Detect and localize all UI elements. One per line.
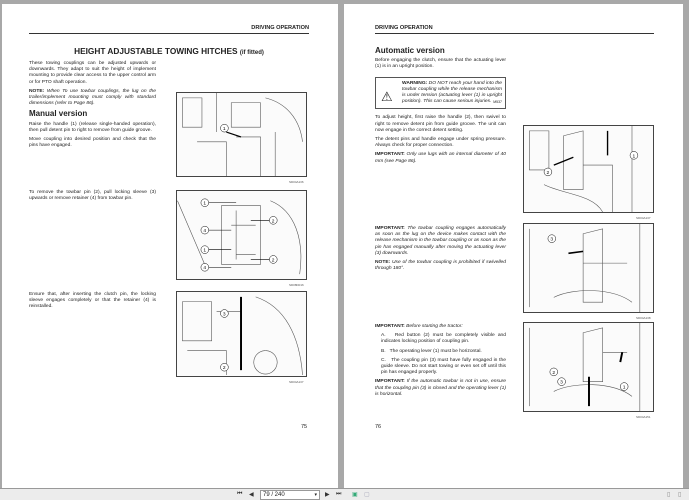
chevron-down-icon[interactable]: ▾ <box>314 492 317 498</box>
title-text: HEIGHT ADJUSTABLE TOWING HITCHES <box>74 46 238 56</box>
important-label: IMPORTANT: <box>375 379 405 385</box>
warning-label: WARNING: <box>402 80 428 86</box>
important-block <box>375 226 506 275</box>
checklist-block <box>375 324 506 401</box>
callout-2: 2 <box>271 258 275 264</box>
paragraph: Move coupling into desired position and check that the pins have engaged. <box>29 137 156 149</box>
callout-1: 1 <box>622 385 626 391</box>
right-page <box>344 4 683 488</box>
page-number: 75 <box>301 424 308 430</box>
paragraph: Ensure that, after inserting the clutch pin, the locking sleeve engages completely or that the retainer (4) is reinstalled. <box>29 292 156 310</box>
callout-3: 3 <box>560 380 563 386</box>
callout-3: 3 <box>550 237 554 243</box>
warning-code: M537 <box>493 100 502 105</box>
paragraph: The detent pins and handle engage under spring pressure. Always check for proper connection. <box>375 137 506 149</box>
first-page-icon[interactable]: ⏮ <box>237 491 243 497</box>
two-page-view-icon[interactable]: ▯ <box>678 492 682 498</box>
page-number-input[interactable] <box>260 490 320 500</box>
important-note <box>375 152 506 164</box>
warning-text: DO NOT reach your hand into the towbar coupling while the release mechanism is under tension (actuating lever (1) in upright position). This can cause serious injuries. <box>402 80 503 105</box>
paragraph: Raise the handle (1) (release single-handed operation), then pull detent pin to right to remove from guide groove. <box>29 121 156 133</box>
figure-caption: SD04A137 <box>636 216 651 220</box>
list-item <box>381 358 506 377</box>
last-page-icon[interactable]: ⏭ <box>336 491 342 497</box>
hitch-figure-3 <box>176 291 307 377</box>
right-text-column <box>375 44 506 168</box>
page-number: 76 <box>375 424 382 430</box>
page-header: DRIVING OPERATION <box>29 25 309 34</box>
page-title <box>29 46 309 56</box>
important-text: The towbar coupling engages automatically as soon as the lug on the device makes contact with the release mechanism in the towbar coupling or as soon as the pin has engaged manually after moving the actuating lever (3) downwards. <box>375 226 506 256</box>
important-label: IMPORTANT: <box>375 226 405 231</box>
note-label: NOTE: <box>29 88 45 94</box>
hitch-figure-4 <box>523 125 654 213</box>
viewer-toolbar <box>0 488 689 500</box>
callout-4: 4 <box>203 229 207 235</box>
figure-caption: SD08D016 <box>289 283 304 287</box>
important-text: Before starting the tractor: <box>406 324 463 329</box>
note-label: NOTE: <box>375 260 391 266</box>
note <box>29 89 156 108</box>
list-key: B. <box>381 348 386 354</box>
note-text: When To use towbar couplings, the lug on the trailer/implement mounting must comply with standard dimensions (refer to Page 86). <box>29 88 156 107</box>
list-key: C. <box>381 357 386 363</box>
figure-caption: SD04A137 <box>289 380 304 384</box>
callout-4: 4 <box>203 266 207 272</box>
previous-page-icon[interactable]: ◀ <box>249 492 254 498</box>
list-key: A. <box>381 333 386 339</box>
figure-caption: SD04A136 <box>289 180 304 184</box>
export-page-icon[interactable]: ▣ <box>352 492 358 498</box>
hitch-figure-5 <box>523 223 654 313</box>
intro-text: These towing couplings can be adjusted upwards or downwards. They adapt to suit the height of implement mounting to provide clear access to the upper control arm or for PTO shaft operation. <box>29 61 156 85</box>
callout-1: 1 <box>203 201 207 207</box>
figure-caption: SD04A138 <box>636 316 651 320</box>
important-label: IMPORTANT: <box>375 324 405 329</box>
callout-1: 1 <box>203 248 207 254</box>
callout-2: 2 <box>222 366 226 372</box>
next-page-icon[interactable]: ▶ <box>325 492 330 498</box>
hitch-figure-6 <box>523 322 654 412</box>
section-heading: Manual version <box>29 109 88 119</box>
callout-2: 2 <box>552 370 556 376</box>
callout-1: 1 <box>632 154 636 160</box>
left-text-column <box>29 61 156 152</box>
list-text: The coupling pin (3) must have fully engaged in the guide sleeve. Do not start towing or even set off until this pin has engaged properly. <box>381 357 506 376</box>
paragraph: To remove the towbar pin (2), pull locking sleeve (3) upwards or remove retainer (4) from towbar pin. <box>29 190 156 202</box>
page-indicator: 79 / 240 <box>263 492 285 498</box>
list-text: The operating lever (1) must be horizontal. <box>389 348 482 354</box>
paragraph: To adjust height, first raise the handle (2), then swivel to right to remove detent pin from guide groove. The unit can now engage in the correct detent setting. <box>375 115 506 133</box>
warning-box <box>375 77 506 110</box>
important-text: Only use lugs with an internal diameter of 40 mm (see Page 86). <box>375 152 506 164</box>
hitch-figure-1 <box>176 92 307 177</box>
title-suffix: (if fitted) <box>239 50 264 56</box>
figure-caption: SD04A151 <box>636 415 651 419</box>
list-item <box>381 333 506 345</box>
important-label: IMPORTANT: <box>375 152 405 158</box>
callout-2: 2 <box>271 219 275 225</box>
section-heading: Automatic version <box>375 46 445 55</box>
warning-icon: ⚠ <box>381 88 393 104</box>
copy-page-icon[interactable]: ▢ <box>364 492 370 498</box>
important-text: If the automatic towbar is not in use, ensure that the coupling pin (3) is closed and the operating lever (1) is horizontal. <box>375 379 507 397</box>
callout-2: 2 <box>546 170 550 176</box>
page-header: DRIVING OPERATION <box>375 25 654 34</box>
checklist <box>375 333 506 376</box>
paragraph: Before engaging the clutch, ensure that the actuating lever (1) is in an upright position. <box>375 58 506 70</box>
single-page-view-icon[interactable]: ▯ <box>667 492 671 498</box>
left-page <box>2 4 338 488</box>
note-text: Use of the towbar coupling is prohibited if swivelled through 180°. <box>375 260 506 272</box>
callout-3: 3 <box>222 312 226 318</box>
list-text: Red button (2) must be completely visible and indicates locking position of coupling pin. <box>381 333 506 345</box>
callout-1: 1 <box>222 127 226 133</box>
list-item <box>381 349 506 355</box>
hitch-figure-2 <box>176 190 307 280</box>
